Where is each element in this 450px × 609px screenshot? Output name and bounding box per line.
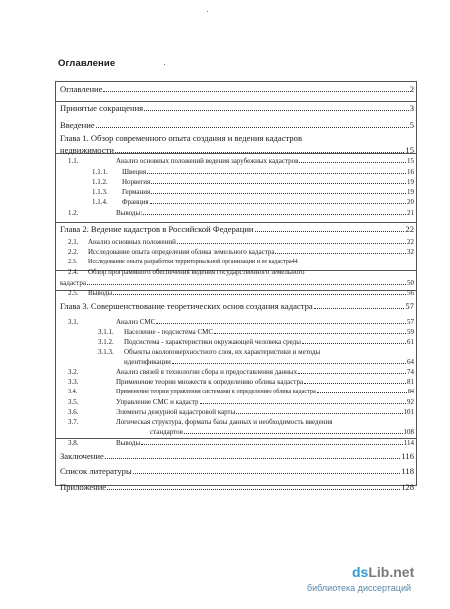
toc-entry-page: 92 — [407, 398, 414, 406]
toc-entry[interactable] — [92, 198, 414, 206]
toc-entry-number: 3.8. — [68, 439, 79, 447]
toc-entry-title: Логическая структура, форматы базы данных и необходимость введения — [116, 418, 333, 426]
toc-entry-title: Население - подсистема СМС — [124, 328, 214, 336]
toc-leader — [304, 383, 406, 384]
toc-entry-title: Оглавление — [60, 84, 103, 94]
toc-entry-title: Заключение — [60, 451, 104, 461]
toc-entry-title: Анализ основных положений ведения зарубежных кадастров — [116, 157, 299, 165]
toc-leader — [275, 253, 406, 254]
toc-entry[interactable] — [68, 388, 414, 395]
toc-entry-page: 22 — [405, 224, 414, 234]
toc-entry-number: 3.2. — [68, 368, 79, 376]
toc-entry-page: 81 — [407, 378, 414, 386]
toc-entry-line1 — [68, 268, 305, 276]
toc-entry[interactable] — [68, 439, 414, 447]
toc-entry-title: Норвегия — [122, 178, 151, 186]
toc-entry[interactable] — [68, 378, 414, 386]
toc-entry-title-line2: недвижимости — [60, 145, 114, 155]
toc-entry-page: 59 — [407, 328, 414, 336]
toc-entry-number: 1.1.1. — [92, 168, 108, 176]
toc-entry-number: 3.6. — [68, 408, 79, 416]
toc-entry-title: Выводы: — [116, 209, 143, 217]
toc-entry[interactable] — [60, 301, 414, 311]
toc-leader — [147, 173, 406, 174]
toc-entry[interactable] — [68, 157, 414, 165]
toc-entry[interactable] — [68, 248, 414, 256]
toc-entry-title: Франция — [122, 198, 149, 206]
toc-leader — [133, 473, 401, 474]
toc-leader — [298, 373, 406, 374]
toc-entry-number: 3.1.3. — [98, 348, 114, 356]
toc-entry-line1 — [98, 348, 320, 356]
toc-entry-number: 3.1. — [68, 318, 79, 326]
toc-entry-page: 114 — [403, 439, 414, 447]
toc-entry-number: 1.1.2. — [92, 178, 108, 186]
toc-leader — [113, 294, 406, 295]
toc-entry[interactable] — [68, 258, 414, 265]
toc-entry-page: 61 — [407, 338, 414, 346]
toc-entry-number: 2.2. — [68, 248, 79, 256]
toc-leader — [103, 91, 408, 92]
toc-leader — [314, 308, 405, 309]
toc-entry[interactable] — [60, 224, 414, 234]
toc-leader — [184, 433, 403, 434]
logo-text-rest: Lib.net — [368, 564, 415, 580]
toc-entry[interactable] — [60, 103, 414, 113]
toc-leader — [151, 183, 406, 184]
toc-entry-title: Исследование опыта определения облика земельного кадастра — [88, 248, 275, 256]
toc-entry-number: 2.5. — [68, 289, 79, 297]
toc-entry-page: 19 — [407, 178, 414, 186]
toc-leader — [96, 127, 409, 128]
toc-entry[interactable] — [98, 328, 414, 336]
toc-entry-page: 20 — [407, 198, 414, 206]
toc-divider — [55, 101, 416, 102]
toc-entry[interactable] — [60, 482, 414, 492]
toc-entry-title: Исследование опыта разработки территориальной организации и ее кадастра — [88, 258, 292, 265]
toc-entry-number: 2.3. — [68, 258, 78, 265]
toc-entry-page: 2 — [409, 84, 414, 94]
toc-heading: Оглавление — [58, 58, 116, 69]
toc-entry-number: 1.2. — [68, 209, 79, 217]
toc-entry-title: Элементы дежурной кадастровой карты — [116, 408, 236, 416]
toc-entry-page: 19 — [407, 188, 414, 196]
toc-entry-title: Германия — [122, 188, 151, 196]
toc-entry-title: Объекты околоповерхностного слоя, их характеристики и методы — [124, 348, 321, 356]
toc-entry-number: 1.1.4. — [92, 198, 108, 206]
dslib-tagline: библиотека диссертаций — [307, 583, 412, 593]
toc-entry-title: Анализ основных положений — [88, 238, 176, 246]
toc-leader — [156, 323, 406, 324]
toc-entry[interactable] — [92, 168, 414, 176]
toc-entry-number: 3.7. — [68, 418, 79, 426]
toc-leader — [141, 444, 403, 445]
toc-entry[interactable] — [98, 338, 414, 346]
toc-entry[interactable] — [68, 209, 414, 217]
toc-entry-title: Глава 3. Совершенствование теоретических основ создания кадастра — [60, 301, 313, 311]
dslib-logo[interactable] — [352, 564, 414, 580]
toc-leader — [151, 193, 406, 194]
toc-entry-title: Введение — [60, 120, 95, 130]
toc-entry-number: 1.1.3. — [92, 188, 108, 196]
toc-entry-title: Управление СМС и кадастр — [116, 398, 199, 406]
toc-entry-page: 15 — [407, 157, 414, 165]
toc-leader — [150, 203, 406, 204]
toc-entry-page: 56 — [407, 289, 414, 297]
toc-entry-title: Применение теории управления системами к определению облика кадастра — [116, 388, 316, 395]
toc-leader — [105, 458, 401, 459]
toc-entry-page: 57 — [407, 318, 414, 326]
toc-entry-title: Применение теории множеств к определению облика кадастра — [116, 378, 304, 386]
toc-entry-page: 50 — [407, 279, 414, 287]
toc-entry[interactable] — [60, 145, 414, 155]
toc-entry-line1 — [68, 418, 332, 426]
toc-entry-page: 108 — [403, 428, 414, 436]
toc-entry[interactable] — [68, 238, 414, 246]
toc-entry-number: 3.4. — [68, 388, 78, 395]
toc-entry-title: Анализ СМС — [116, 318, 156, 326]
toc-entry[interactable] — [68, 398, 414, 406]
toc-entry-page: 44 — [291, 258, 298, 265]
toc-entry[interactable] — [92, 188, 414, 196]
toc-entry[interactable] — [68, 318, 414, 326]
toc-entry-title: Выводы — [116, 439, 141, 447]
logo-text-ds: ds — [352, 564, 369, 580]
toc-leader — [200, 403, 407, 404]
toc-entry-number: 3.1.2. — [98, 338, 114, 346]
toc-entry-title: Обзор программного обеспечения ведения государственного земельного — [88, 268, 305, 276]
toc-entry-page: 116 — [401, 451, 414, 461]
toc-entry[interactable] — [60, 451, 414, 461]
toc-entry-number: 1.1. — [68, 157, 79, 165]
toc-entry-title: Приложение — [60, 482, 107, 492]
toc-leader — [115, 152, 404, 153]
toc-entry[interactable] — [60, 84, 414, 94]
toc-entry-page: 74 — [407, 368, 414, 376]
toc-entry[interactable] — [68, 368, 414, 376]
toc-entry-title: Анализ связей в технологии сбора и предоставления данных — [116, 368, 298, 376]
toc-entry-title-line2: идентификации — [124, 358, 171, 366]
toc-entry[interactable] — [92, 178, 414, 186]
toc-entry-number: 3.5. — [68, 398, 79, 406]
scan-speck — [207, 11, 208, 12]
toc-entry-page: 128 — [401, 482, 414, 492]
toc-entry-number: 2.1. — [68, 238, 79, 246]
toc-entry-title-line2: кадастра — [60, 279, 86, 287]
toc-leader — [172, 363, 406, 364]
toc-entry[interactable] — [150, 428, 414, 436]
toc-entry[interactable] — [68, 408, 414, 416]
toc-entry-title: Выводы — [88, 289, 113, 297]
toc-entry-title: Подсистема - характеристики окружающей человека среды — [124, 338, 301, 346]
toc-entry-page: 32 — [407, 248, 414, 256]
toc-divider — [55, 222, 416, 223]
toc-entry-number: 2.4. — [68, 268, 79, 276]
toc-entry-title: Принятые сокращения — [60, 103, 144, 113]
toc-entry[interactable] — [60, 120, 414, 130]
toc-leader — [177, 243, 406, 244]
toc-entry-title: Швеция — [122, 168, 147, 176]
toc-entry-title-line2: стандартов — [150, 428, 183, 436]
toc-entry-page: 118 — [401, 466, 414, 476]
toc-entry-title: Список литературы — [60, 466, 132, 476]
toc-leader — [299, 162, 406, 163]
toc-entry-title: Глава 2. Ведение кадастров в Российской Федерации — [60, 224, 254, 234]
toc-entry[interactable] — [124, 358, 414, 366]
toc-leader — [214, 333, 406, 334]
toc-leader — [302, 343, 406, 344]
toc-entry-page: 15 — [405, 145, 414, 155]
toc-chapter-title-line1: Глава 1. Обзор современного опыта создания и ведения кадастров — [60, 133, 303, 143]
toc-entry-page: 22 — [407, 238, 414, 246]
toc-entry[interactable] — [60, 466, 414, 476]
toc-leader — [107, 489, 400, 490]
toc-leader — [236, 413, 402, 414]
toc-entry-page: 5 — [409, 120, 414, 130]
toc-entry-page: 57 — [405, 301, 414, 311]
toc-entry-page: 101 — [403, 408, 414, 416]
toc-entry[interactable] — [68, 289, 414, 297]
toc-entry[interactable] — [60, 279, 414, 287]
toc-leader — [317, 392, 407, 393]
toc-entry-page: 21 — [407, 209, 414, 217]
toc-entry-page: 64 — [407, 358, 414, 366]
toc-entry-page: 3 — [409, 103, 414, 113]
toc-entry-number: 3.3. — [68, 378, 79, 386]
toc-leader — [143, 214, 406, 215]
toc-entry-number: 3.1.1. — [98, 328, 114, 336]
toc-leader — [87, 284, 406, 285]
scan-speck — [164, 64, 165, 65]
toc-leader — [255, 231, 405, 232]
toc-leader — [144, 110, 409, 111]
toc-entry-page: 84 — [407, 388, 414, 395]
toc-entry-page: 16 — [407, 168, 414, 176]
